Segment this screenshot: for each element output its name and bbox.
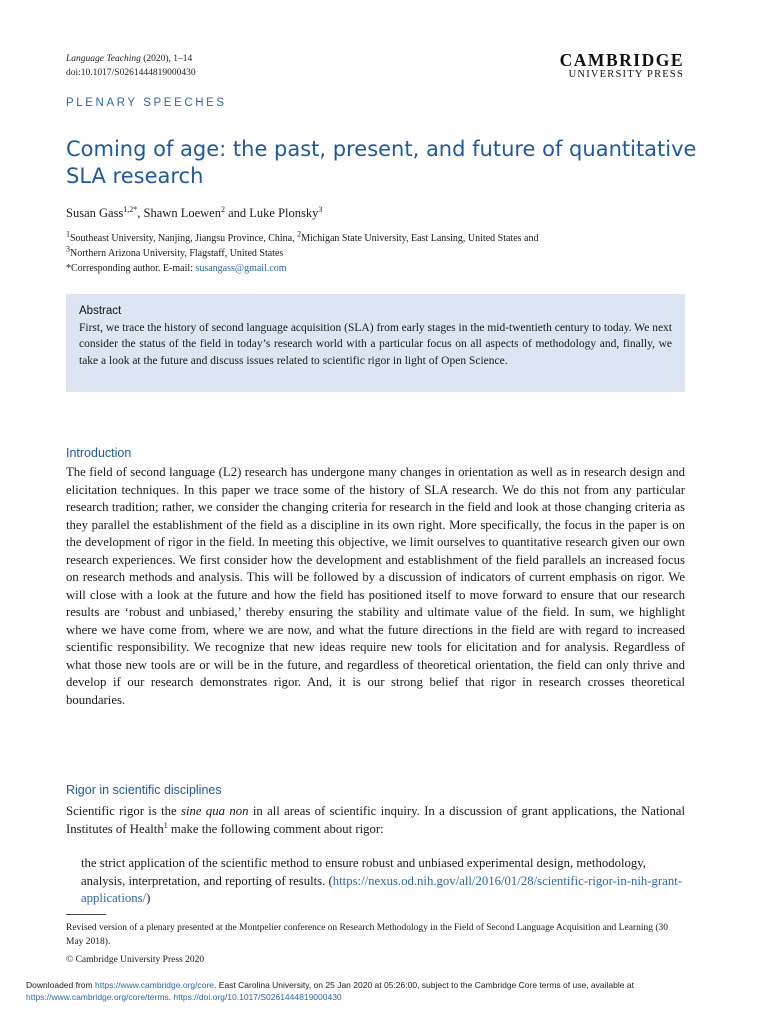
publisher-logo xyxy=(560,52,684,81)
terms-link[interactable]: https://www.cambridge.org/core/terms xyxy=(26,992,169,1002)
introduction-heading: Introduction xyxy=(66,446,132,460)
download-notice xyxy=(26,979,742,1003)
doi-link[interactable]: https://doi.org/10.1017/S0261444819000430 xyxy=(173,992,342,1002)
author-separator: , xyxy=(137,206,144,220)
rigor-body xyxy=(66,803,685,838)
author-name: Shawn Loewen xyxy=(143,206,221,220)
abstract-heading: Abstract xyxy=(79,305,122,317)
affiliation-marker: 3 xyxy=(66,244,70,254)
section-tag: PLENARY SPEECHES xyxy=(66,97,227,109)
author-list xyxy=(66,205,322,221)
journal-name: Language Teaching xyxy=(66,54,141,64)
download-text: Downloaded from xyxy=(26,980,95,990)
affiliation-marker: 1 xyxy=(66,229,70,239)
footnote: Revised version of a plenary presented at the Montpelier conference on Research Methodology in the Field of Second Language Acquisition and Learning (30 May 2018). xyxy=(66,923,669,947)
rigor-heading: Rigor in scientific disciplines xyxy=(66,783,222,797)
introduction-paragraph: The field of second language (L2) research has undergone many changes in orientation as well as in research design and elicitation techniques. In this paper we trace some of the history of SLA research. We do this not from any particular research tradition; rather, we consider the changing criteria for research in the field and look at those changing criteria as they parallel the establishment of the field as a discipline in its own right. More specifically, the focus in the paper is on the development of rigor in the field. In meeting this objective, we limit ourselves to quantitative research given our own research experiences. We first consider how the development and establishment of the field parallels an increased focus on research methods and analysis. This will be followed by a discussion of indicators of current emphasis on rigor. We will close with a look at the future and how the field has positioned itself to move forward to ensure that our research results are ‘robust and unbiased,’ thereby ensuring the stability and ultimate value of the field. In sum, we highlight where we have come from, where we are now, and what the future directions in the field are with regard to increased scientific responsibility. We recognize that new ideas require new tools for elicitation and for analysis. Regardless of what those new tools are or will be in the future, and regardless of theoretical orientation, the field can only thrive and develop if our research demonstrates rigor. And, it is our strong belief that rigor in research crosses theoretical boundaries. xyxy=(66,465,685,707)
rigor-paragraph xyxy=(66,803,685,838)
affiliation-text: Northern Arizona University, Flagstaff, United States xyxy=(70,248,284,259)
rigor-text: in all areas of scientific inquiry. In a discussion of grant applications, the National Institutes of Health xyxy=(66,804,685,836)
copyright: © Cambridge University Press 2020 xyxy=(66,955,205,965)
email-link[interactable]: susangass@gmail.com xyxy=(195,263,287,274)
author-name: Luke Plonsky xyxy=(249,206,319,220)
cambridge-core-link[interactable]: https://www.cambridge.org/core xyxy=(94,980,215,990)
doi: doi:10.1017/S0261444819000430 xyxy=(66,68,196,78)
footnote-marker[interactable]: 1 xyxy=(163,820,168,830)
footnote-divider xyxy=(66,914,106,915)
download-text: . East Carolina University, on 25 Jan 2020 at 05:26:00, subject to the Cambridge Core terms of use, available at xyxy=(214,980,634,990)
quote-link[interactable]: https://nexus.od.nih.gov/all/2016/01/28/scientific-rigor-in-nih-grant-applications/ xyxy=(81,873,682,905)
publisher-logo-line2: UNIVERSITY PRESS xyxy=(568,69,684,80)
author-affiliation-marker: 3 xyxy=(318,204,323,214)
rigor-text: Scientific rigor is the xyxy=(66,804,182,818)
affiliation-text: Michigan State University, East Lansing, United States and xyxy=(301,233,539,244)
author-name: Susan Gass xyxy=(66,206,124,220)
author-affiliation-marker: 1,2 xyxy=(123,204,134,214)
download-text: . xyxy=(168,992,174,1002)
block-quote xyxy=(81,855,685,908)
quote-close: ) xyxy=(146,891,151,905)
introduction-body xyxy=(66,464,685,709)
abstract-text: First, we trace the history of second language acquisition (SLA) from early stages in the mid-twentieth century to today. We next consider the status of the field in today’s research world with a particular focus on all aspects of methodology and, finally, we take a look at the future and discuss issues related to scientific rigor in light of Open Science. xyxy=(79,322,672,367)
journal-citation xyxy=(66,52,196,80)
article-title: Coming of age: the past, present, and future of quantitative SLA research xyxy=(66,137,697,188)
affiliation-text: Southeast University, Nanjing, Jiangsu Province, China, xyxy=(70,233,298,244)
author-affiliation-marker: 2 xyxy=(220,204,225,214)
author-separator: and xyxy=(224,206,250,220)
quote-text: the strict application of the scientific method to ensure robust and unbiased experimental design, methodology, analysis, interpretation, and reporting of results. ( xyxy=(81,856,646,888)
affiliations xyxy=(66,231,706,276)
corresponding-author-label: *Corresponding author. E-mail: xyxy=(66,263,196,274)
publisher-logo-line1: CAMBRIDGE xyxy=(559,50,684,70)
abstract-box xyxy=(66,294,685,392)
rigor-text: make the following comment about rigor: xyxy=(167,821,384,836)
corresponding-marker: * xyxy=(133,204,138,214)
affiliation-marker: 2 xyxy=(297,229,302,239)
rigor-emphasis: sine qua non xyxy=(181,804,249,818)
journal-year-pages: (2020), 1–14 xyxy=(143,54,193,64)
